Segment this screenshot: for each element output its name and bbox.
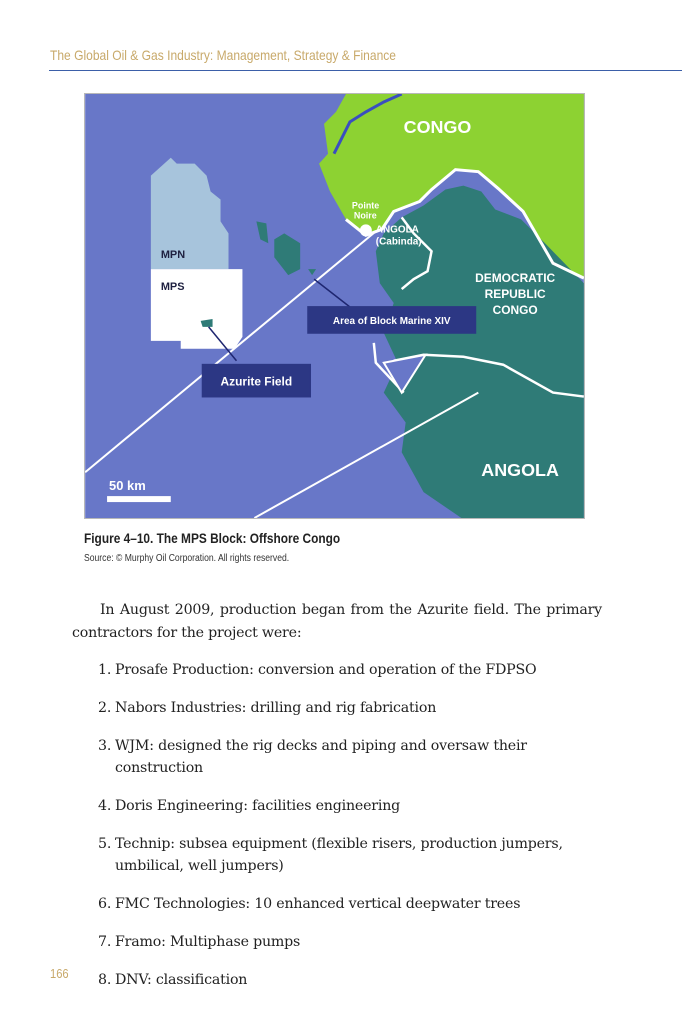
list-item bbox=[98, 893, 608, 915]
label-pointe-noire-2: Noire bbox=[353, 210, 377, 221]
list-item bbox=[98, 833, 608, 877]
list-item-number: 3. bbox=[98, 738, 112, 754]
list-item bbox=[98, 969, 608, 991]
map-svg bbox=[85, 94, 584, 518]
figure-source: Source: © Murphy Oil Corporation. All rights reserved. bbox=[84, 553, 290, 564]
list-item-text: Technip: subsea equipment (flexible risers, production jumpers, umbilical, well jumpers) bbox=[115, 836, 563, 874]
list-item-text: Prosafe Production: conversion and operation of the FDPSO bbox=[115, 662, 537, 678]
list-item-number: 6. bbox=[98, 896, 112, 912]
label-marine-xiv: Area of Block Marine XIV bbox=[332, 315, 451, 327]
label-mps: MPS bbox=[160, 281, 185, 294]
list-item-text: FMC Technologies: 10 enhanced vertical deepwater trees bbox=[115, 896, 521, 912]
list-item-number: 1. bbox=[98, 662, 112, 678]
label-congo: CONGO bbox=[403, 116, 472, 137]
intro-paragraph: In August 2009, production began from the Azurite field. The primary contractors for the project were: bbox=[72, 602, 602, 641]
list-item-text: Nabors Industries: drilling and rig fabrication bbox=[115, 700, 437, 716]
list-item-number: 5. bbox=[98, 836, 112, 852]
pointe-noire-marker bbox=[360, 224, 372, 236]
running-title: The Global Oil & Gas Industry: Management, Strategy & Finance bbox=[50, 47, 396, 63]
label-pointe-noire-1: Pointe bbox=[351, 200, 380, 211]
label-drc-2: REPUBLIC bbox=[484, 287, 546, 302]
header-rule bbox=[49, 70, 682, 71]
list-item bbox=[98, 735, 608, 779]
list-item-number: 2. bbox=[98, 700, 112, 716]
list-item-text: WJM: designed the rig decks and piping and oversaw their construction bbox=[115, 738, 527, 776]
list-item-number: 4. bbox=[98, 798, 112, 814]
scale-bar bbox=[107, 496, 171, 502]
list-item-number: 7. bbox=[98, 934, 112, 950]
list-item bbox=[98, 931, 608, 953]
label-mpn: MPN bbox=[160, 249, 186, 262]
contractor-list bbox=[98, 659, 608, 1007]
figure-caption: Figure 4–10. The MPS Block: Offshore Congo bbox=[84, 531, 341, 546]
label-angola-cabinda-2: (Cabinda) bbox=[375, 236, 422, 248]
label-angola: ANGOLA bbox=[481, 460, 559, 481]
label-azurite: Azurite Field bbox=[220, 374, 293, 389]
figure-map bbox=[84, 93, 585, 519]
label-scale: 50 km bbox=[109, 478, 146, 494]
list-item-text: Framo: Multiphase pumps bbox=[115, 934, 301, 950]
list-item-text: DNV: classification bbox=[115, 972, 248, 988]
list-item bbox=[98, 795, 608, 817]
list-item-text: Doris Engineering: facilities engineering bbox=[115, 798, 401, 814]
list-item-number: 8. bbox=[98, 972, 112, 988]
page-number: 166 bbox=[50, 966, 69, 981]
label-drc-1: DEMOCRATIC bbox=[475, 271, 556, 286]
list-item bbox=[98, 697, 608, 719]
label-angola-cabinda-1: ANGOLA bbox=[375, 224, 419, 236]
label-drc-3: CONGO bbox=[492, 302, 538, 317]
list-item bbox=[98, 659, 608, 681]
